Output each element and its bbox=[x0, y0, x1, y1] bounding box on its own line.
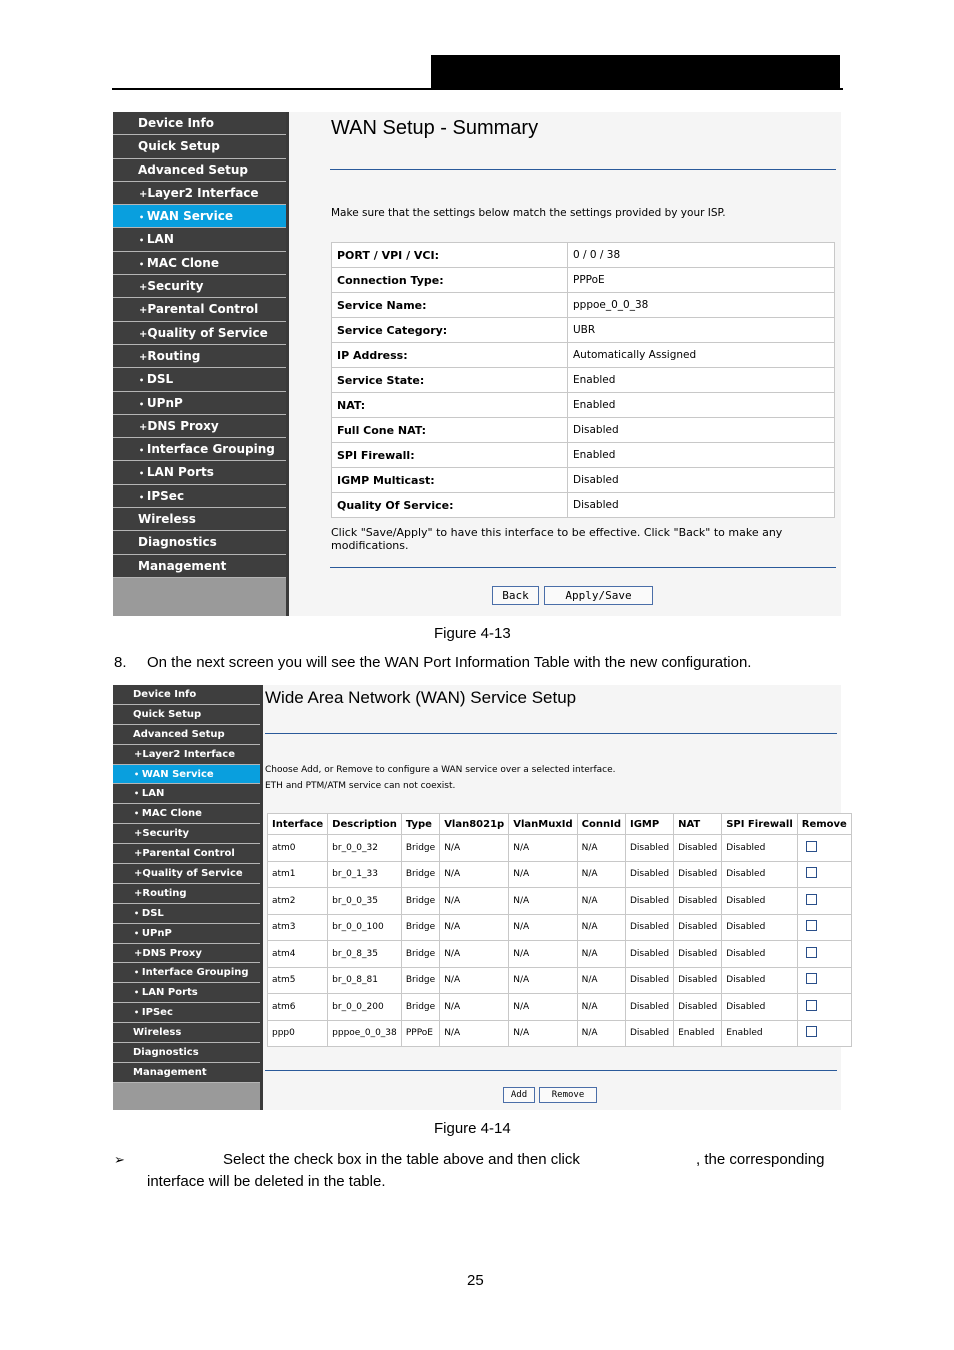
table-cell: Bridge bbox=[401, 861, 439, 888]
table-row bbox=[332, 443, 835, 468]
table-cell: N/A bbox=[577, 861, 625, 888]
table-cell: N/A bbox=[440, 941, 509, 968]
table-cell: N/A bbox=[509, 941, 577, 968]
table-cell: br_0_8_35 bbox=[328, 941, 402, 968]
sidebar-item-routing[interactable]: + Routing bbox=[113, 884, 260, 904]
table-cell: Disabled bbox=[674, 861, 722, 888]
field-label: NAT: bbox=[332, 393, 568, 418]
table-cell: Disabled bbox=[625, 835, 673, 862]
table-cell: N/A bbox=[509, 967, 577, 994]
wan-service-screenshot bbox=[113, 685, 847, 1110]
table-cell: Disabled bbox=[674, 941, 722, 968]
field-label: IP Address: bbox=[332, 343, 568, 368]
table-row bbox=[268, 861, 852, 888]
page-title: Wide Area Network (WAN) Service Setup bbox=[265, 688, 577, 707]
remove-button[interactable]: Remove bbox=[539, 1087, 597, 1103]
table-cell: N/A bbox=[440, 888, 509, 915]
table-cell: Disabled bbox=[625, 1020, 673, 1047]
field-value: pppoe_0_0_38 bbox=[568, 293, 835, 318]
table-cell: Disabled bbox=[625, 967, 673, 994]
figure-caption: Figure 4-13 bbox=[434, 625, 511, 642]
field-label: PORT / VPI / VCI: bbox=[332, 243, 568, 268]
table-cell: Disabled bbox=[674, 835, 722, 862]
remove-cell bbox=[797, 835, 851, 862]
table-row bbox=[332, 418, 835, 443]
table-cell: N/A bbox=[440, 1020, 509, 1047]
sidebar-item-advanced-setup[interactable]: Advanced Setup bbox=[113, 159, 286, 182]
table-cell: br_0_1_33 bbox=[328, 861, 402, 888]
table-cell: N/A bbox=[440, 861, 509, 888]
sidebar-item-device-info[interactable]: Device Info bbox=[113, 685, 260, 705]
apply-save-button[interactable]: Apply/Save bbox=[544, 586, 653, 605]
table-row bbox=[332, 318, 835, 343]
table-cell: N/A bbox=[509, 1020, 577, 1047]
table-cell: atm3 bbox=[268, 914, 328, 941]
column-header-vlanmuxid: VlanMuxId bbox=[509, 814, 577, 835]
add-button[interactable]: Add bbox=[503, 1087, 535, 1103]
table-cell: N/A bbox=[509, 861, 577, 888]
field-label: Connection Type: bbox=[332, 268, 568, 293]
intro-text: Make sure that the settings below match the settings provided by your ISP. bbox=[331, 207, 726, 219]
table-cell: pppoe_0_0_38 bbox=[328, 1020, 402, 1047]
sidebar-item-wireless[interactable]: Wireless bbox=[113, 1023, 260, 1043]
intro-text: Choose Add, or Remove to configure a WAN service over a selected interface. bbox=[265, 765, 616, 775]
table-cell: Bridge bbox=[401, 994, 439, 1021]
sidebar-item-quality-of-service[interactable]: + Quality of Service bbox=[113, 864, 260, 884]
table-cell: Disabled bbox=[722, 914, 798, 941]
column-header-connid: ConnId bbox=[577, 814, 625, 835]
remove-cell bbox=[797, 994, 851, 1021]
table-cell: N/A bbox=[509, 994, 577, 1021]
table-cell: Enabled bbox=[674, 1020, 722, 1047]
table-row bbox=[268, 888, 852, 915]
sidebar-item-lan-ports[interactable]: • LAN Ports bbox=[113, 983, 260, 1003]
nav-menu bbox=[113, 112, 286, 578]
sidebar-item-dsl[interactable]: • DSL bbox=[113, 904, 260, 924]
field-label: Service State: bbox=[332, 368, 568, 393]
table-row bbox=[268, 941, 852, 968]
remove-cell bbox=[797, 914, 851, 941]
table-row bbox=[268, 914, 852, 941]
table-cell: ppp0 bbox=[268, 1020, 328, 1047]
sidebar-item-layer2-interface[interactable]: + Layer2 Interface bbox=[113, 182, 286, 205]
bullet-text-3: interface will be deleted in the table. bbox=[147, 1173, 386, 1190]
field-value: Automatically Assigned bbox=[568, 343, 835, 368]
table-cell: N/A bbox=[577, 835, 625, 862]
sidebar-item-mac-clone[interactable]: • MAC Clone bbox=[113, 804, 260, 824]
step-text: On the next screen you will see the WAN Port Information Table with the new configuration. bbox=[147, 654, 752, 671]
table-row bbox=[268, 994, 852, 1021]
bullet-text-2: , the corresponding bbox=[696, 1151, 825, 1168]
sidebar-item-layer2-interface[interactable]: + Layer2 Interface bbox=[113, 745, 260, 765]
table-cell: Bridge bbox=[401, 914, 439, 941]
wan-summary-screenshot bbox=[113, 112, 841, 616]
field-label: IGMP Multicast: bbox=[332, 468, 568, 493]
step-number: 8. bbox=[114, 654, 127, 671]
table-cell: N/A bbox=[440, 835, 509, 862]
field-value: Disabled bbox=[568, 418, 835, 443]
sidebar-item-upnp[interactable]: • UPnP bbox=[113, 392, 286, 415]
sidebar-item-management[interactable]: Management bbox=[113, 1063, 260, 1083]
sidebar-item-quality-of-service[interactable]: + Quality of Service bbox=[113, 322, 286, 345]
sidebar-item-wireless[interactable]: Wireless bbox=[113, 508, 286, 531]
column-header-remove: Remove bbox=[797, 814, 851, 835]
field-value: Disabled bbox=[568, 468, 835, 493]
table-cell: N/A bbox=[577, 941, 625, 968]
table-row bbox=[332, 293, 835, 318]
table-row bbox=[332, 493, 835, 518]
table-cell: Bridge bbox=[401, 888, 439, 915]
figure-caption: Figure 4-14 bbox=[434, 1120, 511, 1137]
table-cell: Disabled bbox=[674, 967, 722, 994]
back-button[interactable]: Back bbox=[492, 586, 539, 605]
table-cell: Disabled bbox=[674, 994, 722, 1021]
sidebar-item-diagnostics[interactable]: Diagnostics bbox=[113, 531, 286, 554]
footer-divider bbox=[330, 567, 836, 568]
sidebar-item-interface-grouping[interactable]: • Interface Grouping bbox=[113, 963, 260, 983]
column-header-interface: Interface bbox=[268, 814, 328, 835]
sidebar-item-dns-proxy[interactable]: + DNS Proxy bbox=[113, 415, 286, 438]
sidebar-item-lan-ports[interactable]: • LAN Ports bbox=[113, 461, 286, 484]
remove-cell bbox=[797, 1020, 851, 1047]
field-value: UBR bbox=[568, 318, 835, 343]
table-cell: Disabled bbox=[722, 835, 798, 862]
table-row bbox=[332, 368, 835, 393]
sidebar-item-ipsec[interactable]: • IPSec bbox=[113, 1003, 260, 1023]
table-cell: N/A bbox=[577, 1020, 625, 1047]
sidebar-nav bbox=[113, 112, 289, 616]
field-value: Enabled bbox=[568, 368, 835, 393]
sidebar-item-diagnostics[interactable]: Diagnostics bbox=[113, 1043, 260, 1063]
sidebar-item-routing[interactable]: + Routing bbox=[113, 345, 286, 368]
table-cell: Disabled bbox=[722, 861, 798, 888]
remove-checkbox[interactable] bbox=[806, 973, 817, 984]
page-title: WAN Setup - Summary bbox=[331, 117, 539, 139]
remove-checkbox[interactable] bbox=[806, 947, 817, 958]
header-bar bbox=[431, 55, 840, 88]
field-label: Quality Of Service: bbox=[332, 493, 568, 518]
table-cell: atm0 bbox=[268, 835, 328, 862]
table-row bbox=[268, 1020, 852, 1047]
table-cell: N/A bbox=[509, 888, 577, 915]
table-cell: N/A bbox=[509, 835, 577, 862]
remove-checkbox[interactable] bbox=[806, 841, 817, 852]
remove-cell bbox=[797, 861, 851, 888]
remove-cell bbox=[797, 941, 851, 968]
table-row bbox=[332, 343, 835, 368]
main-content bbox=[263, 685, 847, 1110]
sidebar-item-security[interactable]: + Security bbox=[113, 824, 260, 844]
remove-checkbox[interactable] bbox=[806, 894, 817, 905]
sidebar-item-device-info[interactable]: Device Info bbox=[113, 112, 286, 135]
sidebar-item-upnp[interactable]: • UPnP bbox=[113, 924, 260, 944]
table-cell: Disabled bbox=[722, 941, 798, 968]
table-cell: br_0_0_200 bbox=[328, 994, 402, 1021]
sidebar-item-lan[interactable]: • LAN bbox=[113, 228, 286, 251]
table-row bbox=[332, 393, 835, 418]
table-cell: Disabled bbox=[625, 994, 673, 1021]
table-cell: br_0_8_81 bbox=[328, 967, 402, 994]
main-content bbox=[289, 112, 841, 616]
field-label: Full Cone NAT: bbox=[332, 418, 568, 443]
table-cell: atm1 bbox=[268, 861, 328, 888]
sidebar-nav bbox=[113, 685, 263, 1110]
table-cell: Disabled bbox=[722, 994, 798, 1021]
table-cell: Disabled bbox=[625, 888, 673, 915]
remove-checkbox[interactable] bbox=[806, 920, 817, 931]
table-cell: N/A bbox=[577, 914, 625, 941]
table-cell: N/A bbox=[577, 967, 625, 994]
field-label: Service Category: bbox=[332, 318, 568, 343]
sidebar-item-management[interactable]: Management bbox=[113, 555, 286, 578]
table-row bbox=[332, 268, 835, 293]
column-header-igmp: IGMP bbox=[625, 814, 673, 835]
sidebar-item-security[interactable]: + Security bbox=[113, 275, 286, 298]
remove-cell bbox=[797, 967, 851, 994]
sidebar-item-wan-service[interactable]: • WAN Service bbox=[113, 205, 286, 228]
sidebar-item-interface-grouping[interactable]: • Interface Grouping bbox=[113, 438, 286, 461]
table-cell: Disabled bbox=[625, 861, 673, 888]
sidebar-item-dns-proxy[interactable]: + DNS Proxy bbox=[113, 944, 260, 964]
table-row bbox=[268, 835, 852, 862]
title-divider bbox=[265, 733, 837, 734]
table-cell: atm5 bbox=[268, 967, 328, 994]
bullet-arrow-icon: ➢ bbox=[114, 1153, 125, 1168]
column-header-spi-firewall: SPI Firewall bbox=[722, 814, 798, 835]
field-label: Service Name: bbox=[332, 293, 568, 318]
remove-checkbox[interactable] bbox=[806, 867, 817, 878]
table-cell: br_0_0_35 bbox=[328, 888, 402, 915]
remove-checkbox[interactable] bbox=[806, 1000, 817, 1011]
table-cell: Disabled bbox=[722, 888, 798, 915]
table-cell: br_0_0_100 bbox=[328, 914, 402, 941]
table-cell: br_0_0_32 bbox=[328, 835, 402, 862]
field-value: Disabled bbox=[568, 493, 835, 518]
wan-service-table bbox=[267, 813, 852, 1047]
table-cell: Disabled bbox=[674, 888, 722, 915]
table-cell: Disabled bbox=[722, 967, 798, 994]
remove-cell bbox=[797, 888, 851, 915]
footer-note: Click "Save/Apply" to have this interface to be effective. Click "Back" to make any modifications. bbox=[331, 526, 783, 552]
nav-menu bbox=[113, 685, 260, 1083]
sidebar-item-quick-setup[interactable]: Quick Setup bbox=[113, 705, 260, 725]
sidebar-item-dsl[interactable]: • DSL bbox=[113, 368, 286, 391]
table-cell: Enabled bbox=[722, 1020, 798, 1047]
intro-text-2: ETH and PTM/ATM service can not coexist. bbox=[265, 781, 456, 791]
sidebar-item-advanced-setup[interactable]: Advanced Setup bbox=[113, 725, 260, 745]
sidebar-item-quick-setup[interactable]: Quick Setup bbox=[113, 135, 286, 158]
table-cell: N/A bbox=[440, 967, 509, 994]
table-cell: Disabled bbox=[625, 941, 673, 968]
table-row bbox=[268, 967, 852, 994]
table-cell: atm2 bbox=[268, 888, 328, 915]
sidebar-item-mac-clone[interactable]: • MAC Clone bbox=[113, 252, 286, 275]
column-header-description: Description bbox=[328, 814, 402, 835]
table-cell: atm4 bbox=[268, 941, 328, 968]
table-cell: N/A bbox=[440, 914, 509, 941]
table-cell: Bridge bbox=[401, 835, 439, 862]
table-row bbox=[332, 243, 835, 268]
sidebar-item-ipsec[interactable]: • IPSec bbox=[113, 485, 286, 508]
table-cell: Disabled bbox=[674, 914, 722, 941]
remove-checkbox[interactable] bbox=[806, 1026, 817, 1037]
header-rule bbox=[112, 88, 843, 90]
column-header-nat: NAT bbox=[674, 814, 722, 835]
summary-table bbox=[331, 242, 835, 518]
table-cell: atm6 bbox=[268, 994, 328, 1021]
column-header-type: Type bbox=[401, 814, 439, 835]
sidebar-item-parental-control[interactable]: + Parental Control bbox=[113, 298, 286, 321]
table-cell: Bridge bbox=[401, 967, 439, 994]
sidebar-item-wan-service[interactable]: • WAN Service bbox=[113, 765, 260, 785]
sidebar-item-parental-control[interactable]: + Parental Control bbox=[113, 844, 260, 864]
column-header-vlan8021p: Vlan8021p bbox=[440, 814, 509, 835]
bullet-text: Select the check box in the table above and then click bbox=[223, 1151, 580, 1168]
title-divider bbox=[330, 169, 836, 170]
table-row bbox=[332, 468, 835, 493]
field-label: SPI Firewall: bbox=[332, 443, 568, 468]
sidebar-item-lan[interactable]: • LAN bbox=[113, 784, 260, 804]
table-cell: N/A bbox=[577, 994, 625, 1021]
field-value: 0 / 0 / 38 bbox=[568, 243, 835, 268]
table-cell: PPPoE bbox=[401, 1020, 439, 1047]
footer-divider bbox=[265, 1070, 837, 1071]
field-value: Enabled bbox=[568, 443, 835, 468]
table-cell: N/A bbox=[509, 914, 577, 941]
table-cell: N/A bbox=[577, 888, 625, 915]
table-cell: N/A bbox=[440, 994, 509, 1021]
field-value: PPPoE bbox=[568, 268, 835, 293]
table-cell: Disabled bbox=[625, 914, 673, 941]
table-cell: Bridge bbox=[401, 941, 439, 968]
page-number: 25 bbox=[467, 1272, 484, 1289]
field-value: Enabled bbox=[568, 393, 835, 418]
